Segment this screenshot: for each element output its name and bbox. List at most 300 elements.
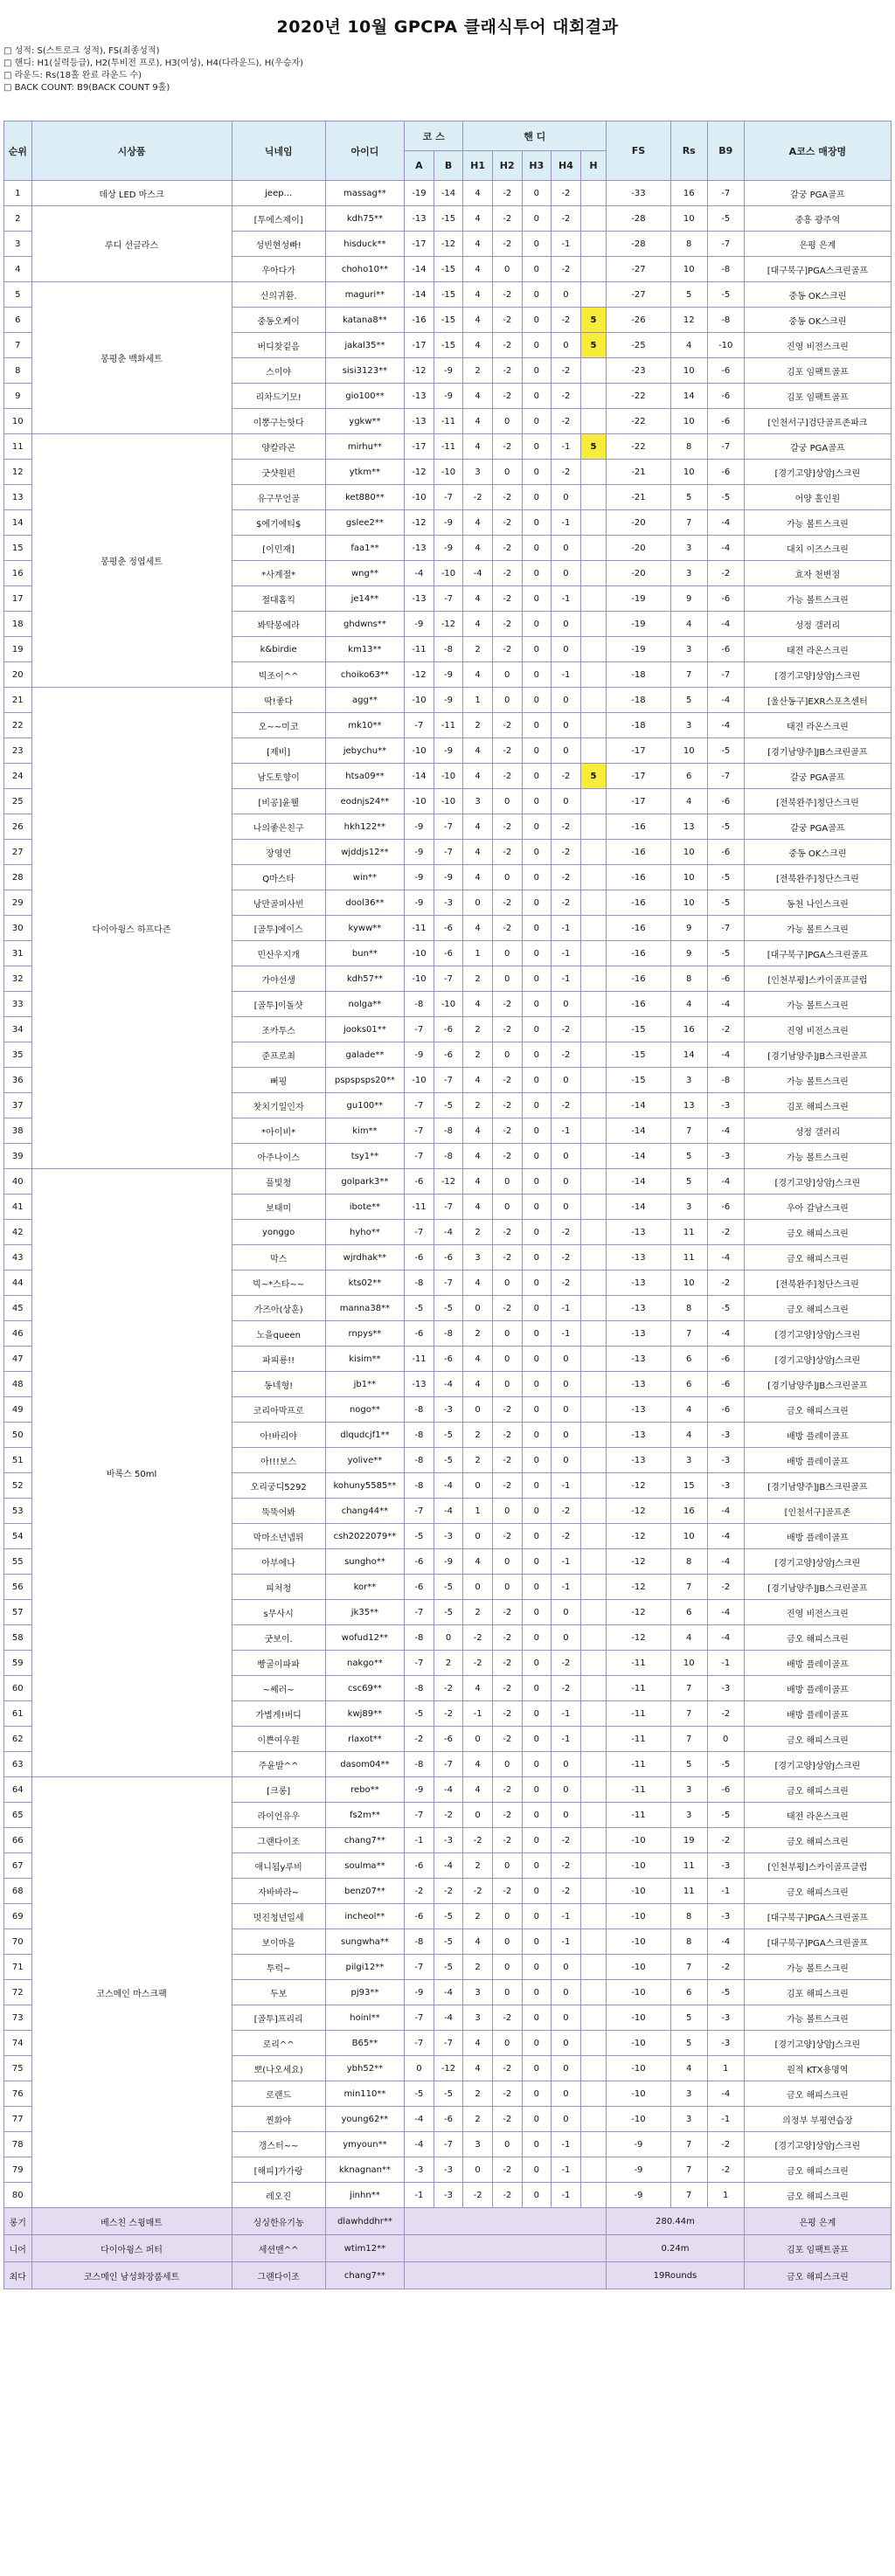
rs-cell: 11: [670, 1220, 707, 1245]
h2-cell: -2: [492, 1777, 522, 1803]
fs-cell: -16: [607, 941, 671, 966]
rank-cell: 22: [4, 713, 32, 738]
h4-cell: -1: [552, 1321, 581, 1347]
rank-cell: 16: [4, 561, 32, 586]
rs-cell: 8: [670, 966, 707, 992]
h4-cell: -2: [552, 1676, 581, 1701]
h3-cell: 0: [522, 662, 552, 688]
id-cell: sisi3123**: [325, 358, 404, 384]
id-cell: ghdwns**: [325, 612, 404, 637]
id-cell: rlaxot**: [325, 1727, 404, 1752]
fs-cell: -22: [607, 434, 671, 460]
nick-cell: 민산우지개: [232, 941, 325, 966]
b9-cell: -7: [707, 764, 744, 789]
rank-cell: 39: [4, 1144, 32, 1169]
id-cell: eodnjs24**: [325, 789, 404, 814]
a-cell: -6: [405, 1549, 434, 1575]
rank-cell: 55: [4, 1549, 32, 1575]
h3-cell: 0: [522, 1777, 552, 1803]
rs-cell: 6: [670, 764, 707, 789]
nick-cell: Q마스타: [232, 865, 325, 890]
nick-cell: [골투]에이스: [232, 916, 325, 941]
rs-cell: 6: [670, 1347, 707, 1372]
a-cell: -8: [405, 1625, 434, 1651]
b-cell: -5: [434, 1093, 463, 1118]
h1-cell: 4: [463, 662, 493, 688]
id-cell: agg**: [325, 688, 404, 713]
store-cell: 중동 OK스크린: [744, 282, 891, 308]
fs-cell: -11: [607, 1676, 671, 1701]
fs-cell: -16: [607, 966, 671, 992]
store-cell: [경기고양]상암J스크린: [744, 460, 891, 485]
header-h1: H1: [463, 151, 493, 181]
a-cell: -8: [405, 1271, 434, 1296]
b-cell: -7: [434, 966, 463, 992]
rank-cell: 17: [4, 586, 32, 612]
store-cell: [전북완주]청단스크린: [744, 1271, 891, 1296]
id-cell: dool36**: [325, 890, 404, 916]
rs-cell: 8: [670, 1296, 707, 1321]
rs-cell: 3: [670, 1448, 707, 1473]
h-cell: [580, 941, 606, 966]
fs-cell: -27: [607, 282, 671, 308]
h2-cell: 0: [492, 1955, 522, 1980]
nick-cell: 절대홈킥: [232, 586, 325, 612]
h3-cell: 0: [522, 561, 552, 586]
h2-cell: 0: [492, 688, 522, 713]
h1-cell: 0: [463, 1524, 493, 1549]
b-cell: -4: [434, 1853, 463, 1879]
h3-cell: 0: [522, 1118, 552, 1144]
h2-cell: 0: [492, 1372, 522, 1397]
bonus-store-cell: 은평 은계: [744, 2208, 891, 2235]
h2-cell: -2: [492, 1245, 522, 1271]
nick-cell: 낭만골퍼사빈: [232, 890, 325, 916]
nick-cell: 빵굴이파파: [232, 1651, 325, 1676]
id-cell: kor**: [325, 1575, 404, 1600]
h1-cell: 4: [463, 282, 493, 308]
store-cell: 대치 이즈스크린: [744, 536, 891, 561]
h1-cell: 4: [463, 1271, 493, 1296]
h-cell: [580, 1955, 606, 1980]
b9-cell: -2: [707, 1271, 744, 1296]
store-cell: [경기고양]상암J스크린: [744, 1169, 891, 1195]
id-cell: mirhu**: [325, 434, 404, 460]
h3-cell: 0: [522, 409, 552, 434]
fs-cell: -11: [607, 1777, 671, 1803]
fs-cell: -19: [607, 637, 671, 662]
nick-cell: 파피룡!!: [232, 1347, 325, 1372]
b-cell: -12: [434, 232, 463, 257]
h4-cell: -2: [552, 1879, 581, 1904]
fs-cell: -10: [607, 1955, 671, 1980]
h-cell: [580, 1980, 606, 2005]
a-cell: -1: [405, 1828, 434, 1853]
a-cell: -7: [405, 1093, 434, 1118]
store-cell: 금오 해피스크린: [744, 1879, 891, 1904]
b9-cell: -5: [707, 1980, 744, 2005]
h3-cell: 0: [522, 865, 552, 890]
h1-cell: 2: [463, 966, 493, 992]
fs-cell: -10: [607, 1904, 671, 1929]
rs-cell: 4: [670, 612, 707, 637]
h1-cell: 2: [463, 2081, 493, 2107]
h-cell: [580, 181, 606, 206]
b9-cell: -5: [707, 1752, 744, 1777]
id-cell: wng**: [325, 561, 404, 586]
rs-cell: 10: [670, 409, 707, 434]
a-cell: -9: [405, 814, 434, 840]
h1-cell: 0: [463, 1575, 493, 1600]
b-cell: -15: [434, 333, 463, 358]
store-cell: [경기고양]상암J스크린: [744, 662, 891, 688]
fs-cell: -12: [607, 1473, 671, 1499]
b-cell: -6: [434, 1727, 463, 1752]
a-cell: -4: [405, 2107, 434, 2132]
b-cell: -5: [434, 1296, 463, 1321]
a-cell: -6: [405, 1904, 434, 1929]
b-cell: -9: [434, 1549, 463, 1575]
h3-cell: 0: [522, 384, 552, 409]
rank-cell: 4: [4, 257, 32, 282]
b9-cell: -6: [707, 789, 744, 814]
nick-cell: 막스: [232, 1245, 325, 1271]
h2-cell: 0: [492, 1853, 522, 1879]
nick-cell: 준프로최: [232, 1042, 325, 1068]
fs-cell: -16: [607, 916, 671, 941]
id-cell: pspspsps20**: [325, 1068, 404, 1093]
h1-cell: 1: [463, 941, 493, 966]
bonus-nick-cell: 그랜다이조: [232, 2262, 325, 2289]
id-cell: manna38**: [325, 1296, 404, 1321]
a-cell: -10: [405, 1068, 434, 1093]
b-cell: -3: [434, 2157, 463, 2183]
h-cell: [580, 206, 606, 232]
b-cell: -12: [434, 1169, 463, 1195]
b-cell: -8: [434, 1321, 463, 1347]
b-cell: -6: [434, 1347, 463, 1372]
rank-cell: 53: [4, 1499, 32, 1524]
h-cell: [580, 789, 606, 814]
h-cell: [580, 966, 606, 992]
rs-cell: 7: [670, 1575, 707, 1600]
id-cell: kknagnan**: [325, 2157, 404, 2183]
nick-cell: 아주나이스: [232, 1144, 325, 1169]
h3-cell: 0: [522, 1600, 552, 1625]
h2-cell: 0: [492, 1347, 522, 1372]
a-cell: -8: [405, 1448, 434, 1473]
h-cell: [580, 1929, 606, 1955]
fs-cell: -11: [607, 1701, 671, 1727]
b-cell: -7: [434, 2031, 463, 2056]
h3-cell: 0: [522, 1828, 552, 1853]
h2-cell: -2: [492, 1600, 522, 1625]
a-cell: -9: [405, 612, 434, 637]
fs-cell: -13: [607, 1397, 671, 1423]
b9-cell: -4: [707, 1600, 744, 1625]
store-cell: [경기남양주]JB스크린골프: [744, 738, 891, 764]
rank-cell: 29: [4, 890, 32, 916]
h-cell: [580, 2031, 606, 2056]
rank-cell: 37: [4, 1093, 32, 1118]
fs-cell: -14: [607, 1093, 671, 1118]
b-cell: -7: [434, 840, 463, 865]
b9-cell: -2: [707, 1220, 744, 1245]
b9-cell: -7: [707, 181, 744, 206]
h4-cell: 0: [552, 2107, 581, 2132]
nick-cell: 노을queen: [232, 1321, 325, 1347]
id-cell: csh2022079**: [325, 1524, 404, 1549]
a-cell: -11: [405, 916, 434, 941]
store-cell: 가능 볼트스크린: [744, 1955, 891, 1980]
b9-cell: -6: [707, 409, 744, 434]
nick-cell: 두보: [232, 1980, 325, 2005]
h2-cell: -2: [492, 434, 522, 460]
id-cell: yolive**: [325, 1448, 404, 1473]
b-cell: -2: [434, 1701, 463, 1727]
store-cell: 성정 갤러리: [744, 1118, 891, 1144]
rs-cell: 12: [670, 308, 707, 333]
h3-cell: 0: [522, 181, 552, 206]
h4-cell: 0: [552, 637, 581, 662]
fs-cell: -10: [607, 1828, 671, 1853]
h4-cell: -2: [552, 384, 581, 409]
b-cell: -6: [434, 1017, 463, 1042]
table-row: [4, 688, 892, 713]
store-cell: 김포 임팩트골프: [744, 384, 891, 409]
a-cell: -8: [405, 1473, 434, 1499]
legend-line: □ BACK COUNT: B9(BACK COUNT 9홀): [3, 83, 170, 93]
h4-cell: -1: [552, 1929, 581, 1955]
h2-cell: -2: [492, 890, 522, 916]
store-cell: 어양 홀인원: [744, 485, 891, 510]
b-cell: -2: [434, 1676, 463, 1701]
h1-cell: 3: [463, 460, 493, 485]
h4-cell: -2: [552, 1220, 581, 1245]
fs-cell: -18: [607, 713, 671, 738]
h1-cell: 4: [463, 2056, 493, 2081]
bonus-store-cell: 금오 해피스크린: [744, 2262, 891, 2289]
h1-cell: 0: [463, 1803, 493, 1828]
h-cell: [580, 460, 606, 485]
h3-cell: 0: [522, 1068, 552, 1093]
b9-cell: -2: [707, 1828, 744, 1853]
h2-cell: 0: [492, 1169, 522, 1195]
store-cell: [울산동구]EXR스포츠센터: [744, 688, 891, 713]
id-cell: bun**: [325, 941, 404, 966]
fs-cell: -23: [607, 358, 671, 384]
rank-cell: 75: [4, 2056, 32, 2081]
h-cell: [580, 282, 606, 308]
b-cell: -10: [434, 764, 463, 789]
nick-cell: 아부에나: [232, 1549, 325, 1575]
h1-cell: 4: [463, 1347, 493, 1372]
nick-cell: 로랜드: [232, 2081, 325, 2107]
id-cell: jakal35**: [325, 333, 404, 358]
h3-cell: 0: [522, 257, 552, 282]
h4-cell: -1: [552, 916, 581, 941]
header-h3: H3: [522, 151, 552, 181]
b9-cell: -6: [707, 966, 744, 992]
a-cell: -12: [405, 662, 434, 688]
h-cell: [580, 2081, 606, 2107]
rs-cell: 19: [670, 1828, 707, 1853]
h3-cell: 0: [522, 1803, 552, 1828]
h3-cell: 0: [522, 1347, 552, 1372]
h-cell: [580, 1093, 606, 1118]
id-cell: win**: [325, 865, 404, 890]
h2-cell: -2: [492, 1473, 522, 1499]
store-cell: [대구북구]PGA스크린골프: [744, 1929, 891, 1955]
h3-cell: 0: [522, 1549, 552, 1575]
a-cell: -9: [405, 865, 434, 890]
h1-cell: -2: [463, 485, 493, 510]
id-cell: fs2m**: [325, 1803, 404, 1828]
rank-cell: 42: [4, 1220, 32, 1245]
nick-cell: $에기에티$: [232, 510, 325, 536]
rank-cell: 71: [4, 1955, 32, 1980]
header-store: A코스 매장명: [744, 121, 891, 181]
bonus-shop-cell: 베스친 스윙매트: [31, 2208, 232, 2235]
nick-cell: 우아다가: [232, 257, 325, 282]
fs-cell: -18: [607, 688, 671, 713]
b-cell: -4: [434, 1777, 463, 1803]
b-cell: -10: [434, 789, 463, 814]
h3-cell: 0: [522, 282, 552, 308]
header-b: B: [434, 151, 463, 181]
nick-cell: 뚝뚝어봐: [232, 1499, 325, 1524]
h4-cell: 0: [552, 1600, 581, 1625]
id-cell: jebychu**: [325, 738, 404, 764]
store-cell: 가능 볼트스크린: [744, 586, 891, 612]
fs-cell: -11: [607, 1803, 671, 1828]
h4-cell: -1: [552, 510, 581, 536]
header-rs: Rs: [670, 121, 707, 181]
h4-cell: 0: [552, 333, 581, 358]
h1-cell: 4: [463, 1752, 493, 1777]
b-cell: -6: [434, 1042, 463, 1068]
id-cell: hoinl**: [325, 2005, 404, 2031]
bonus-row: [4, 2208, 892, 2235]
h2-cell: -2: [492, 1397, 522, 1423]
b9-cell: -6: [707, 1397, 744, 1423]
h1-cell: 4: [463, 2031, 493, 2056]
h3-cell: 0: [522, 2005, 552, 2031]
header-shop: 시상품: [31, 121, 232, 181]
rank-cell: 24: [4, 764, 32, 789]
rank-cell: 60: [4, 1676, 32, 1701]
a-cell: -7: [405, 1651, 434, 1676]
h3-cell: 0: [522, 1397, 552, 1423]
h4-cell: -2: [552, 814, 581, 840]
store-cell: 진영 비전스크린: [744, 1017, 891, 1042]
a-cell: -9: [405, 890, 434, 916]
h2-cell: -2: [492, 2056, 522, 2081]
h4-cell: 0: [552, 561, 581, 586]
nick-cell: 성빈현성빠!: [232, 232, 325, 257]
bonus-value-cell: 280.44m: [607, 2208, 745, 2235]
b9-cell: -5: [707, 282, 744, 308]
fs-cell: -16: [607, 992, 671, 1017]
h2-cell: -2: [492, 1727, 522, 1752]
h2-cell: -2: [492, 232, 522, 257]
b9-cell: -2: [707, 1701, 744, 1727]
nick-cell: 오리궁디5292: [232, 1473, 325, 1499]
b-cell: -8: [434, 637, 463, 662]
rs-cell: 9: [670, 916, 707, 941]
h1-cell: 2: [463, 1321, 493, 1347]
b-cell: -8: [434, 1118, 463, 1144]
b-cell: -9: [434, 738, 463, 764]
store-cell: 김포 임팩트골프: [744, 358, 891, 384]
b9-cell: -6: [707, 1195, 744, 1220]
h1-cell: 4: [463, 738, 493, 764]
fs-cell: -10: [607, 2081, 671, 2107]
rank-cell: 62: [4, 1727, 32, 1752]
store-cell: [전북완주]청단스크린: [744, 789, 891, 814]
h2-cell: -2: [492, 1296, 522, 1321]
id-cell: tsy1**: [325, 1144, 404, 1169]
h-cell: [580, 1068, 606, 1093]
h2-cell: -2: [492, 1879, 522, 1904]
h4-cell: 0: [552, 1397, 581, 1423]
page-title: 2020년 10월 GPCPA 클래식투어 대회결과: [276, 17, 619, 37]
b9-cell: -4: [707, 1118, 744, 1144]
h4-cell: 0: [552, 1448, 581, 1473]
bonus-row: [4, 2235, 892, 2262]
h4-cell: -2: [552, 764, 581, 789]
b9-cell: -2: [707, 2132, 744, 2157]
b-cell: -6: [434, 1245, 463, 1271]
store-cell: 배방 플레이골프: [744, 1651, 891, 1676]
fs-cell: -13: [607, 1321, 671, 1347]
rs-cell: 5: [670, 282, 707, 308]
a-cell: -6: [405, 1245, 434, 1271]
id-cell: dlqudcjf1**: [325, 1423, 404, 1448]
rs-cell: 7: [670, 1676, 707, 1701]
rs-cell: 3: [670, 2081, 707, 2107]
b9-cell: -4: [707, 688, 744, 713]
rank-cell: 66: [4, 1828, 32, 1853]
h-cell: [580, 358, 606, 384]
nick-cell: 장영연: [232, 840, 325, 865]
b-cell: -12: [434, 612, 463, 637]
rank-cell: 72: [4, 1980, 32, 2005]
rank-cell: 18: [4, 612, 32, 637]
rank-cell: 76: [4, 2081, 32, 2107]
fs-cell: -12: [607, 1524, 671, 1549]
store-cell: [경기고양]상암J스크린: [744, 1321, 891, 1347]
rank-cell: 21: [4, 688, 32, 713]
h2-cell: -2: [492, 561, 522, 586]
rs-cell: 5: [670, 2005, 707, 2031]
store-cell: [경기남양주]JB스크린골프: [744, 1473, 891, 1499]
id-cell: htsa09**: [325, 764, 404, 789]
h4-cell: 0: [552, 612, 581, 637]
rs-cell: 10: [670, 738, 707, 764]
id-cell: massag**: [325, 181, 404, 206]
rank-cell: 49: [4, 1397, 32, 1423]
h2-cell: -2: [492, 764, 522, 789]
fs-cell: -17: [607, 738, 671, 764]
fs-cell: -21: [607, 485, 671, 510]
h2-cell: -2: [492, 840, 522, 865]
h-cell: [580, 738, 606, 764]
rank-cell: 28: [4, 865, 32, 890]
b9-cell: -7: [707, 232, 744, 257]
rank-cell: 7: [4, 333, 32, 358]
store-cell: 중동 OK스크린: [744, 840, 891, 865]
